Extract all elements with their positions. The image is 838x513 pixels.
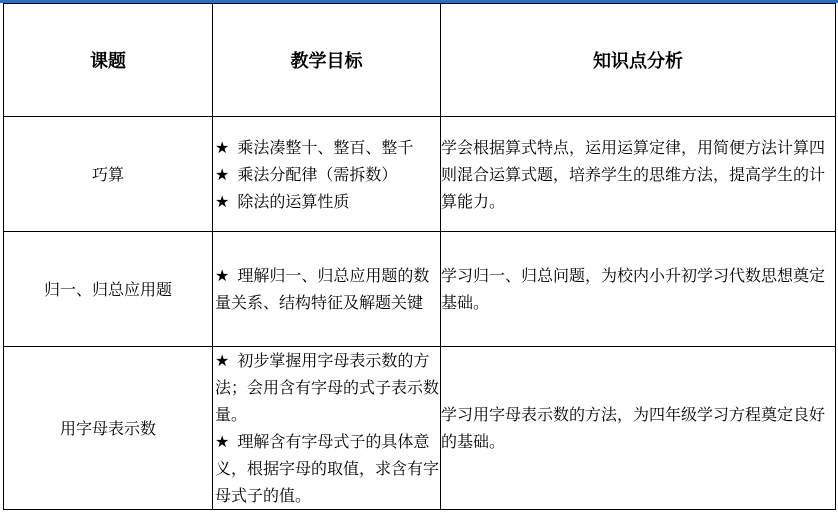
goal-text: 除法的运算性质: [237, 191, 350, 211]
goal-item: [215, 262, 440, 316]
goal-item: [215, 428, 440, 509]
goals-cell: [213, 117, 441, 232]
course-table: [3, 3, 836, 510]
goals-cell: [213, 232, 441, 347]
star-icon: ★: [215, 432, 230, 451]
table-row: [4, 347, 836, 510]
analysis-cell: 学会根据算式特点，运用运算定律，用简便方法计算四则混合运算式题，培养学生的思维方法，提高学生的计算能力。: [441, 117, 836, 232]
star-icon: ★: [215, 164, 230, 184]
star-icon: ★: [215, 137, 230, 157]
topic-cell: 巧算: [4, 117, 213, 232]
goal-text: 乘法凑整十、整百、整千: [237, 137, 414, 157]
goal-item: [215, 134, 440, 161]
goals-cell: [213, 347, 441, 510]
goal-item: [215, 161, 440, 188]
table-row: [4, 117, 836, 232]
goal-text: 理解含有字母式子的具体意义，根据字母的取值，求含有字母式子的值。: [215, 432, 440, 505]
table-row: [4, 232, 836, 347]
header-row: [4, 4, 836, 117]
topic-cell: 用字母表示数: [4, 347, 213, 510]
goal-item: [215, 347, 440, 428]
goal-text: 乘法分配律（需拆数）: [237, 164, 398, 184]
header-knowledge-analysis: 知识点分析: [441, 4, 836, 117]
star-icon: ★: [215, 191, 230, 211]
header-topic: 课题: [4, 4, 213, 117]
star-icon: ★: [215, 351, 230, 370]
goal-text: 初步掌握用字母表示数的方法；会用含有字母的式子表示数量。: [215, 351, 440, 424]
goal-text: 理解归一、归总应用题的数量关系、结构特征及解题关键: [215, 266, 430, 312]
analysis-cell: 学习归一、归总问题，为校内小升初学习代数思想奠定基础。: [441, 232, 836, 347]
header-teaching-goals: 教学目标: [213, 4, 441, 117]
analysis-cell: 学习用字母表示数的方法，为四年级学习方程奠定良好的基础。: [441, 347, 836, 510]
star-icon: ★: [215, 266, 230, 285]
goal-item: [215, 188, 440, 215]
topic-cell: 归一、归总应用题: [4, 232, 213, 347]
